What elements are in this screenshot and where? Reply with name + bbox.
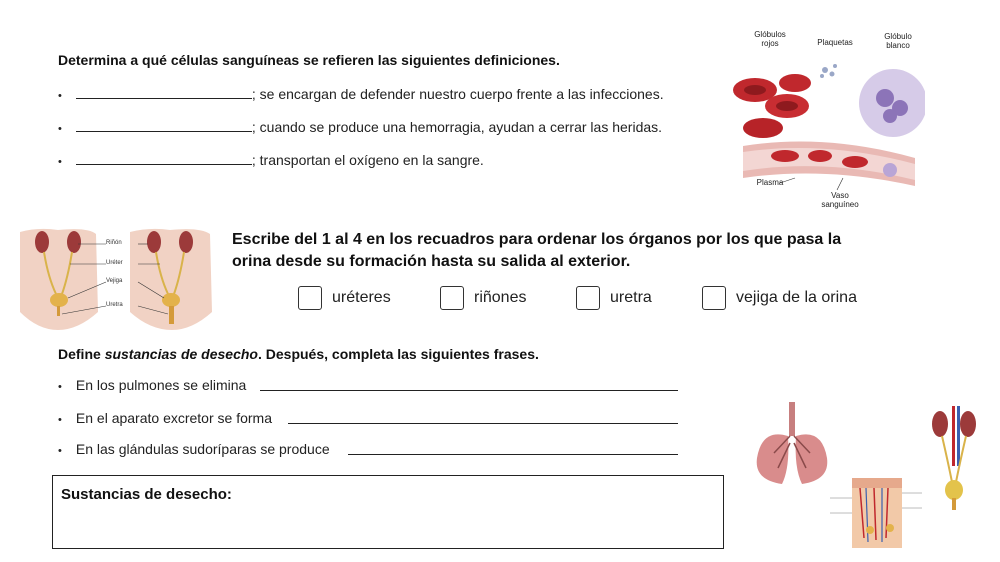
bullet: • — [58, 156, 62, 168]
bullet: • — [58, 414, 62, 426]
definition-text-1: ; se encargan de defender nuestro cuerpo frente a las infecciones. — [251, 86, 664, 102]
bullet: • — [58, 381, 62, 393]
heading-part: Define — [58, 346, 105, 362]
label-platelets: Plaquetas — [817, 38, 853, 47]
label-kidney: Riñón — [106, 240, 122, 246]
label-bladder: Vejiga — [106, 278, 123, 284]
urinary-drawing — [18, 222, 218, 332]
sentence-blank-3[interactable] — [348, 442, 678, 455]
sentence-text-3: En las glándulas sudoríparas se produce — [75, 441, 330, 457]
definition-text-2: ; cuando se produce una hemorragia, ayudan a cerrar las heridas. — [251, 119, 663, 135]
sentence-text-1: En los pulmones se elimina — [75, 377, 247, 393]
sentence-row-2 — [58, 410, 272, 426]
sentence-blank-1[interactable] — [260, 378, 678, 391]
option-label: vejiga de la orina — [736, 289, 857, 306]
excretory-illustration — [922, 402, 988, 512]
skin-illustration — [830, 468, 925, 556]
bullet: • — [58, 123, 62, 135]
label-white-cell: Glóbulo blanco — [884, 32, 912, 50]
sentence-text-2: En el aparato excretor se forma — [75, 410, 272, 426]
order-checkbox-urethra[interactable] — [576, 286, 600, 310]
bullet: • — [58, 445, 62, 457]
bullet: • — [58, 90, 62, 102]
definition-row-1 — [58, 86, 664, 102]
section1-heading: Determina a qué células sanguíneas se refieren las siguientes definiciones. — [58, 52, 560, 68]
lungs-illustration — [752, 398, 832, 488]
heading-emphasis: sustancias de desecho — [104, 346, 258, 362]
order-checkbox-ureters[interactable] — [298, 286, 322, 310]
label-vessel: Vaso sanguíneo — [821, 191, 859, 209]
order-option-kidneys — [440, 286, 526, 310]
sentence-row-1 — [58, 377, 246, 393]
answer-blank-1[interactable] — [76, 86, 252, 99]
answer-blank-3[interactable] — [76, 152, 252, 165]
section2-heading: Escribe del 1 al 4 en los recuadros para ordenar los órganos por los que pasa la orina desde su formación hasta su salida al exterior. — [232, 231, 842, 270]
label-plasma: Plasma — [756, 178, 784, 187]
option-label: riñones — [474, 289, 527, 306]
label-ureter: Uréter — [106, 260, 123, 266]
sentence-blank-2[interactable] — [288, 411, 678, 424]
definition-row-3 — [58, 152, 484, 168]
option-label: uretra — [610, 289, 652, 306]
label-urethra: Uretra — [106, 302, 123, 308]
section3-heading — [58, 346, 539, 362]
answer-box[interactable] — [52, 475, 724, 549]
order-checkbox-kidneys[interactable] — [440, 286, 464, 310]
definition-text-3: ; transportan el oxígeno en la sangre. — [251, 152, 484, 168]
urinary-system-illustration — [18, 222, 218, 332]
blood-cells-illustration — [725, 28, 925, 213]
order-option-ureters — [298, 286, 391, 310]
heading-part: . Después, completa las siguientes frases. — [257, 346, 539, 362]
order-option-bladder — [702, 286, 857, 310]
label-red-cells: Glóbulos rojos — [754, 30, 786, 48]
answer-blank-2[interactable] — [76, 119, 252, 132]
definition-row-2 — [58, 119, 662, 135]
answer-box-label: Sustancias de desecho: — [61, 486, 232, 503]
order-option-urethra — [576, 286, 652, 310]
sentence-row-3 — [58, 441, 330, 457]
order-checkbox-bladder[interactable] — [702, 286, 726, 310]
option-label: uréteres — [332, 289, 391, 306]
